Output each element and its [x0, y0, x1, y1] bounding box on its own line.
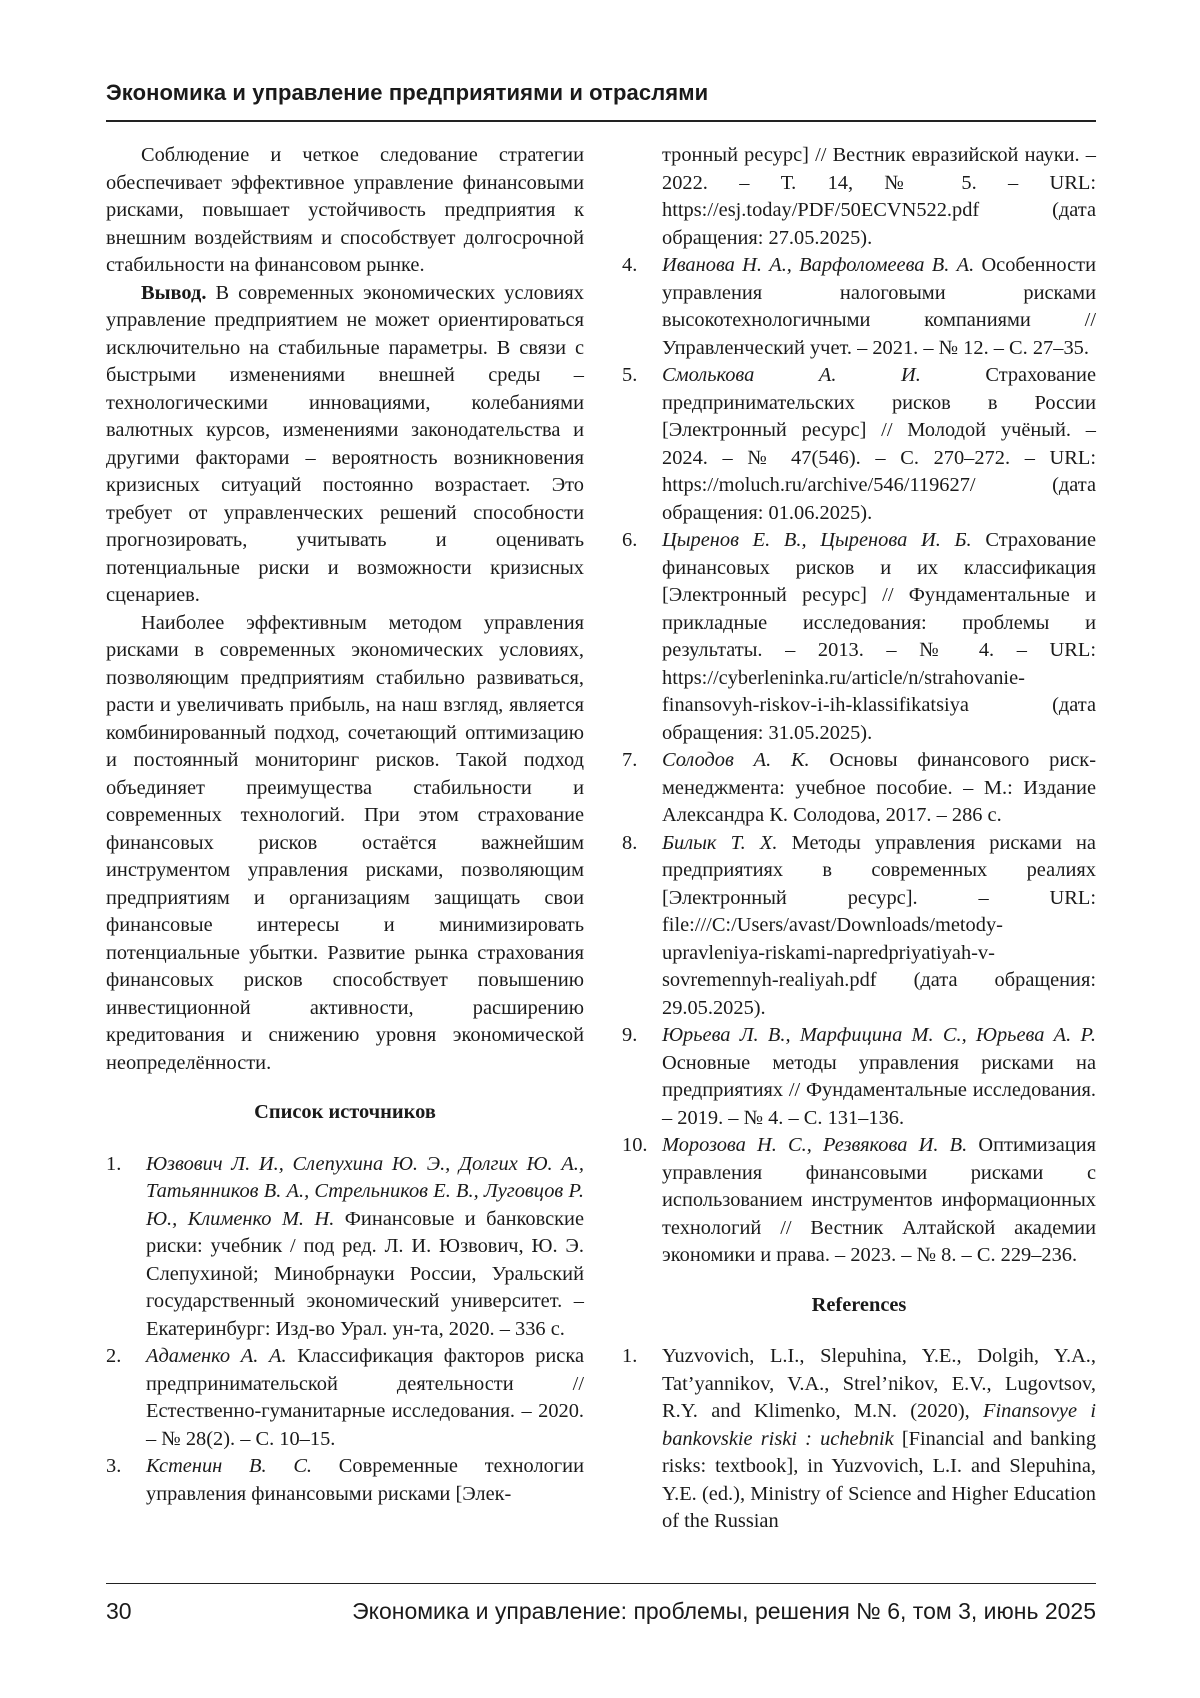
right-column [622, 142, 1096, 1536]
left-column [106, 142, 584, 1508]
source-text: Финансовые и банковские риски: учебник / под ред. Л. И. Юзвович, Ю. Э. Слепухиной; Минобрнауки России, Уральский государственный экономический университет. – Екатеринбург: Изд-во Урал. ун-та, 2020. – 336 с. [146, 1207, 584, 1340]
running-head: Экономика и управление предприятиями и отраслями [106, 80, 709, 105]
sources-list-continued [622, 142, 1096, 1270]
source-item [622, 252, 1096, 362]
source-item [622, 527, 1096, 747]
source-item [622, 830, 1096, 1023]
source-authors: Адаменко А. А. [146, 1345, 287, 1367]
source-text: Страхование предпринимательских рисков в России [Электронный ресурс] // Молодой учёный. – 2024. – № 47(546). – С. 270–272. – URL: https://moluch.ru/archive/546/119627/ (дата обращения: 01.06.2025). [662, 364, 1096, 524]
source-authors: Смолькова А. И. [662, 364, 921, 386]
conclusion-text: В современных экономических условиях управление предприятием не может ориентироваться исключительно на стабильные параметры. В связи с быстрыми изменениями внешней среды – технологическими инновациями, колебаниями валютных курсов, изменениями законодательства и другими факторами – вероятность возникновения кризисных ситуаций постоянно возрастает. Это требует от управленческих решений способности прогнозировать, учитывать и оценивать потенциальные риски и возможности кризисных сценариев. [106, 281, 584, 606]
references-heading: References [811, 1293, 907, 1316]
sources-list [106, 1151, 584, 1509]
source-text: тронный ресурс] // Вестник евразийской науки. – 2022. – Т. 14, № 5. – URL: https://esj.today/PDF/50ECVN522.pdf (дата обращения: 27.05.2025). [662, 144, 1096, 249]
source-number: 8. [622, 831, 638, 854]
reference-number: 1. [622, 1345, 638, 1367]
reference-text: [Financial and banking risks: textbook], in Yuzvovich, L.I. and Slepuhina, Y.E. (ed.), Ministry of Science and Higher Education of the Russian [662, 1427, 1097, 1532]
conclusion-lead-in: Вывод. [141, 281, 207, 304]
source-text: Современные технологии управления финансовыми рисками [Элек- [146, 1455, 584, 1505]
source-text: Оптимизация управления финансовыми рисками с использованием инструментов информационных технологий // Вестник Алтайской академии экономики и права. – 2023. – № 8. – С. 229–236. [662, 1134, 1096, 1266]
source-authors: Кстенин В. С. [146, 1455, 313, 1477]
source-number: 7. [622, 749, 638, 771]
source-item-continued [622, 142, 1096, 252]
reference-item [622, 1343, 1096, 1536]
source-number: 10. [622, 1134, 648, 1156]
source-item [106, 1343, 584, 1453]
source-authors: Цыренов Е. В., Цыренова И. Б. [662, 529, 972, 551]
source-authors: Юрьева Л. В., Марфицина М. С., Юрьева А. Р. [662, 1024, 1096, 1046]
source-item [622, 747, 1096, 830]
sources-heading: Список источников [254, 1101, 436, 1123]
source-text: Классификация факторов риска предпринимательской деятельности // Естественно-гуманитарные исследования. – 2020. – № 28(2). – С. 10–15. [146, 1345, 585, 1450]
source-item [622, 1132, 1096, 1270]
source-authors: Морозова Н. С., Резвякова И. В. [662, 1134, 968, 1156]
source-authors: Солодов А. К. [662, 749, 810, 771]
source-number: 1. [106, 1152, 122, 1175]
source-authors: Иванова Н. А., Варфоломеева В. А. [662, 254, 975, 276]
source-number: 9. [622, 1024, 638, 1046]
body-paragraph: Соблюдение и четкое следование стратегии обеспечивает эффективное управление финансовыми рисками, повышает устойчивость предприятия к внешним воздействиям и способствует долгосрочной стабильности на финансовом рынке. [106, 144, 584, 276]
source-authors: Билык Т. Х. [662, 831, 778, 854]
page-number: 30 [106, 1598, 132, 1624]
source-authors: Юзвович Л. И., Слепухина Ю. Э., Долгих Ю. А., Татьянников В. А., Стрельников Е. В., Луговцов Р. Ю., Клименко М. Н. [146, 1152, 584, 1230]
source-item [106, 1453, 584, 1508]
source-text: Методы управления рисками на предприятиях в современных реалиях [Электронный ресурс]. – URL: file:///C:/Users/avast/Downloads/metody-upravleniya-riskami-napredpriyatiyah-v-sovremennyh-realiyah.pdf (дата обращения: 29.05.2025). [662, 831, 1096, 1019]
journal-footer: Экономика и управление: проблемы, решения № 6, том 3, июнь 2025 [352, 1598, 1096, 1624]
source-number: 4. [622, 254, 638, 276]
body-paragraph: Наиболее эффективным методом управления рисками в современных экономических условиях, позволяющим предприятиям стабильно развиваться, расти и увеличивать прибыль, на наш взгляд, является комбинированный подход, сочетающий оптимизацию и постоянный мониторинг рисков. Такой подход объединяет преимущества стабильности и современных технологий. При этом страхование финансовых рисков остаётся важнейшим инструментом управления рисками, позволяющим предприятиям и организациям защищать свои финансовые интересы и минимизировать потенциальные убытки. Развитие рынка страхования финансовых рисков способствует повышению инвестиционной активности, расширению кредитования и снижению уровня экономической неопределённости. [106, 611, 584, 1074]
source-number: 3. [106, 1455, 122, 1477]
footer-rule [106, 1583, 1096, 1584]
source-item [622, 362, 1096, 527]
source-number: 6. [622, 529, 638, 551]
source-text: Основные методы управления рисками на предприятиях // Фундаментальные исследования. – 2019. – № 4. – С. 131–136. [662, 1051, 1096, 1129]
header-rule [106, 120, 1096, 122]
source-item [622, 1022, 1096, 1132]
source-item [106, 1151, 584, 1344]
references-list [622, 1343, 1096, 1536]
source-number: 5. [622, 364, 638, 386]
conclusion-paragraph [106, 280, 584, 610]
reference-title: Finansovye i bankovskie riski : uchebnik [662, 1400, 1096, 1450]
source-number: 2. [106, 1345, 122, 1367]
reference-text: Yuzvovich, L.I., Slepuhina, Y.E., Dolgih, Y.A., Tat’yannikov, V.A., Strel’nikov, E.V., Lugovtsov, R.Y. and Klimenko, M.N. (2020), [662, 1345, 1096, 1422]
source-text: Основы финансового риск-менеджмента: учебное пособие. – М.: Издание Александра К. Солодова, 2017. – 286 с. [662, 749, 1096, 826]
source-text: Страхование финансовых рисков и их классификация [Электронный ресурс] // Фундаментальные и прикладные исследования: проблемы и результаты. – 2013. – № 4. – URL: https://cyberleninka.ru/article/n/strahovanie-finansovyh-riskov-i-ih-klassifikatsiya (дата обращения: 31.05.2025). [662, 529, 1097, 744]
source-text: Особенности управления налоговыми рисками высокотехнологичными компаниями // Управленческий учет. – 2021. – № 12. – С. 27–35. [662, 254, 1096, 359]
